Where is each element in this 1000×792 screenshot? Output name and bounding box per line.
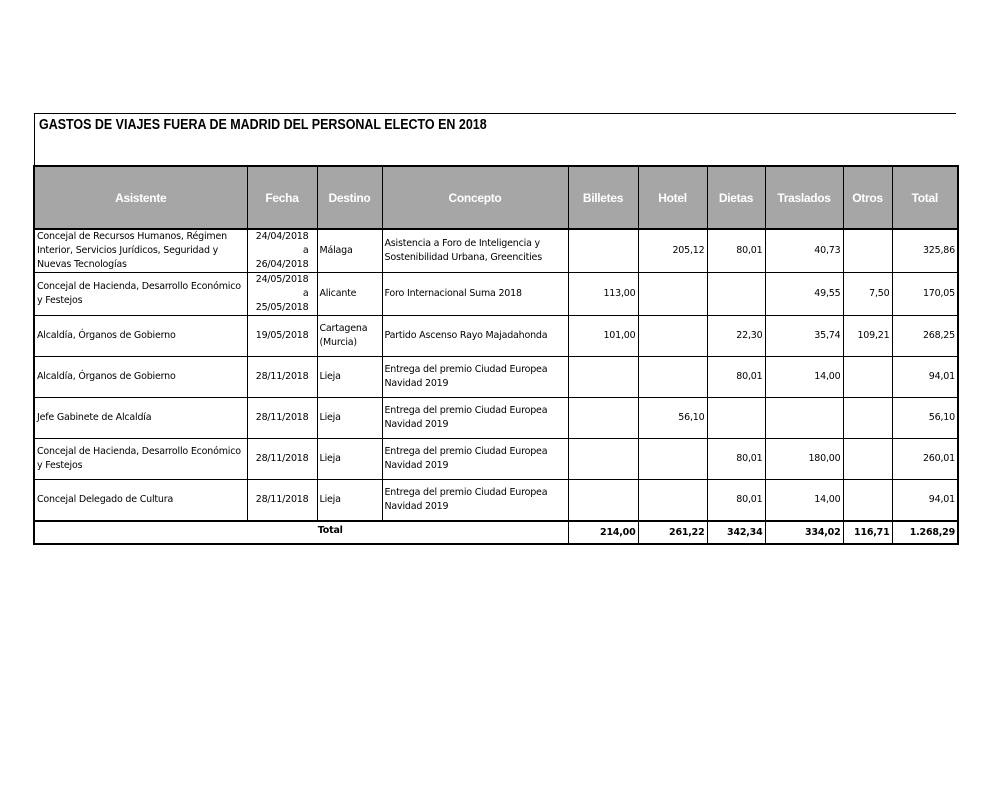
cell-destino: Lieja xyxy=(317,398,382,439)
cell-traslados: 14,00 xyxy=(765,480,843,521)
cell-destino: Lieja xyxy=(317,480,382,521)
cell-billetes: 101,00 xyxy=(568,316,638,357)
cell-billetes xyxy=(568,398,638,439)
cell-destino: Málaga xyxy=(317,229,382,273)
cell-traslados: 180,00 xyxy=(765,439,843,480)
cell-dietas: 80,01 xyxy=(707,480,765,521)
cell-traslados xyxy=(765,398,843,439)
total-otros: 116,71 xyxy=(843,521,892,544)
cell-concepto: Asistencia a Foro de Inteligencia y Sostenibilidad Urbana, Greencities xyxy=(382,229,568,273)
cell-otros: 109,21 xyxy=(843,316,892,357)
cell-total: 94,01 xyxy=(892,480,958,521)
total-traslados: 334,02 xyxy=(765,521,843,544)
cell-hotel xyxy=(638,357,707,398)
cell-fecha: 28/11/2018 xyxy=(247,480,317,521)
cell-asistente: Concejal de Hacienda, Desarrollo Económico y Festejos xyxy=(34,273,247,316)
total-billetes: 214,00 xyxy=(568,521,638,544)
total-dietas: 342,34 xyxy=(707,521,765,544)
cell-hotel xyxy=(638,273,707,316)
totals-row xyxy=(34,521,958,544)
cell-total: 260,01 xyxy=(892,439,958,480)
cell-otros xyxy=(843,229,892,273)
table-row xyxy=(34,316,958,357)
cell-asistente: Concejal de Hacienda, Desarrollo Económico y Festejos xyxy=(34,439,247,480)
header-concepto: Concepto xyxy=(382,166,568,229)
table-row xyxy=(34,480,958,521)
cell-total: 268,25 xyxy=(892,316,958,357)
cell-dietas: 80,01 xyxy=(707,357,765,398)
cell-asistente: Alcaldía, Órganos de Gobierno xyxy=(34,357,247,398)
expenses-table xyxy=(33,165,959,545)
totals-label-cell xyxy=(34,521,568,544)
cell-hotel xyxy=(638,439,707,480)
cell-dietas: 80,01 xyxy=(707,439,765,480)
header-dietas: Dietas xyxy=(707,166,765,229)
cell-hotel: 56,10 xyxy=(638,398,707,439)
cell-dietas xyxy=(707,398,765,439)
cell-total: 94,01 xyxy=(892,357,958,398)
header-fecha: Fecha xyxy=(247,166,317,229)
header-total: Total xyxy=(892,166,958,229)
cell-traslados: 14,00 xyxy=(765,357,843,398)
cell-destino: Lieja xyxy=(317,357,382,398)
title-box xyxy=(34,113,956,165)
cell-traslados: 35,74 xyxy=(765,316,843,357)
cell-traslados: 40,73 xyxy=(765,229,843,273)
header-billetes: Billetes xyxy=(568,166,638,229)
cell-otros xyxy=(843,357,892,398)
cell-billetes: 113,00 xyxy=(568,273,638,316)
cell-concepto: Entrega del premio Ciudad Europea Navidad 2019 xyxy=(382,357,568,398)
totals-label: Total xyxy=(317,524,343,536)
cell-fecha: 28/11/2018 xyxy=(247,398,317,439)
cell-total: 170,05 xyxy=(892,273,958,316)
cell-fecha: 24/04/2018 a 26/04/2018 xyxy=(247,229,317,273)
header-asistente: Asistente xyxy=(34,166,247,229)
cell-concepto: Partido Ascenso Rayo Majadahonda xyxy=(382,316,568,357)
cell-hotel xyxy=(638,480,707,521)
cell-dietas xyxy=(707,273,765,316)
cell-asistente: Concejal de Recursos Humanos, Régimen Interior, Servicios Jurídicos, Seguridad y Nuevas Tecnologías xyxy=(34,229,247,273)
cell-otros xyxy=(843,439,892,480)
total-hotel: 261,22 xyxy=(638,521,707,544)
header-otros: Otros xyxy=(843,166,892,229)
table-row xyxy=(34,229,958,273)
table-row xyxy=(34,273,958,316)
cell-total: 325,86 xyxy=(892,229,958,273)
header-row xyxy=(34,166,958,229)
cell-destino: Cartagena (Murcia) xyxy=(317,316,382,357)
cell-otros xyxy=(843,398,892,439)
document-title: GASTOS DE VIAJES FUERA DE MADRID DEL PERSONAL ELECTO EN 2018 xyxy=(39,117,487,133)
cell-destino: Lieja xyxy=(317,439,382,480)
cell-destino: Alicante xyxy=(317,273,382,316)
table-row xyxy=(34,357,958,398)
cell-dietas: 80,01 xyxy=(707,229,765,273)
header-destino: Destino xyxy=(317,166,382,229)
cell-concepto: Entrega del premio Ciudad Europea Navidad 2019 xyxy=(382,480,568,521)
cell-billetes xyxy=(568,439,638,480)
header-hotel: Hotel xyxy=(638,166,707,229)
cell-fecha: 28/11/2018 xyxy=(247,357,317,398)
cell-billetes xyxy=(568,480,638,521)
cell-hotel: 205,12 xyxy=(638,229,707,273)
header-traslados: Traslados xyxy=(765,166,843,229)
total-total: 1.268,29 xyxy=(892,521,958,544)
cell-fecha: 28/11/2018 xyxy=(247,439,317,480)
table-row xyxy=(34,439,958,480)
cell-hotel xyxy=(638,316,707,357)
cell-billetes xyxy=(568,357,638,398)
cell-asistente: Concejal Delegado de Cultura xyxy=(34,480,247,521)
cell-otros xyxy=(843,480,892,521)
cell-asistente: Alcaldía, Órganos de Gobierno xyxy=(34,316,247,357)
cell-otros: 7,50 xyxy=(843,273,892,316)
cell-fecha: 19/05/2018 xyxy=(247,316,317,357)
cell-concepto: Entrega del premio Ciudad Europea Navidad 2019 xyxy=(382,398,568,439)
cell-concepto: Entrega del premio Ciudad Europea Navidad 2019 xyxy=(382,439,568,480)
cell-fecha: 24/05/2018 a 25/05/2018 xyxy=(247,273,317,316)
cell-asistente: Jefe Gabinete de Alcaldía xyxy=(34,398,247,439)
cell-dietas: 22,30 xyxy=(707,316,765,357)
cell-concepto: Foro Internacional Suma 2018 xyxy=(382,273,568,316)
table-row xyxy=(34,398,958,439)
cell-total: 56,10 xyxy=(892,398,958,439)
cell-billetes xyxy=(568,229,638,273)
cell-traslados: 49,55 xyxy=(765,273,843,316)
